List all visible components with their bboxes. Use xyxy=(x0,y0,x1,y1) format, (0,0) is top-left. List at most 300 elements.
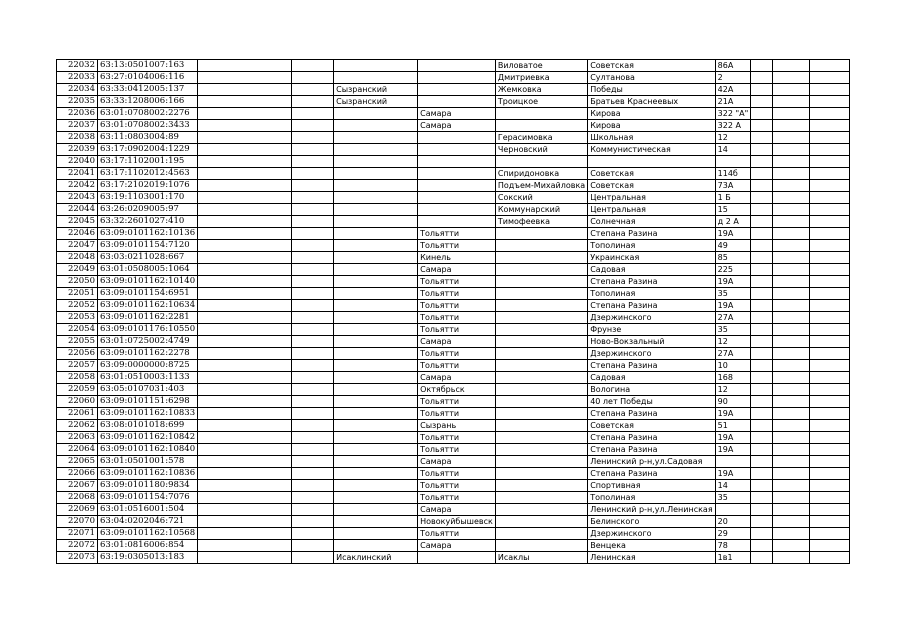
cell-cadastral-number[interactable]: 63:17:1102012:4563 xyxy=(98,168,198,180)
cell-col-j[interactable] xyxy=(751,228,773,240)
cell-street[interactable]: Советская xyxy=(588,168,715,180)
cell-city[interactable]: Тольятти xyxy=(418,480,496,492)
cell-settlement[interactable]: Тимофеевка xyxy=(495,216,587,228)
cell-settlement[interactable]: Виловатое xyxy=(495,60,587,72)
cell-row-number[interactable]: 22053 xyxy=(57,312,98,324)
cell-col-c[interactable] xyxy=(198,120,292,132)
cell-settlement[interactable] xyxy=(495,228,587,240)
cell-col-j[interactable] xyxy=(751,540,773,552)
cell-city[interactable] xyxy=(418,96,496,108)
cell-cadastral-number[interactable]: 63:08:0101018:699 xyxy=(98,420,198,432)
cell-district[interactable] xyxy=(334,540,418,552)
cell-col-k[interactable] xyxy=(773,528,810,540)
cell-city[interactable] xyxy=(418,60,496,72)
cell-house-number[interactable]: 90 xyxy=(715,396,751,408)
cell-row-number[interactable]: 22072 xyxy=(57,540,98,552)
cell-col-l[interactable] xyxy=(810,168,850,180)
cell-col-k[interactable] xyxy=(773,420,810,432)
cell-col-j[interactable] xyxy=(751,336,773,348)
cell-settlement[interactable] xyxy=(495,120,587,132)
cell-col-j[interactable] xyxy=(751,252,773,264)
cell-settlement[interactable]: Сокский xyxy=(495,192,587,204)
cell-city[interactable]: Самара xyxy=(418,264,496,276)
cell-col-d[interactable] xyxy=(292,504,334,516)
cell-row-number[interactable]: 22041 xyxy=(57,168,98,180)
cell-district[interactable] xyxy=(334,324,418,336)
cell-settlement[interactable] xyxy=(495,408,587,420)
cell-settlement[interactable]: Коммунарский xyxy=(495,204,587,216)
cell-settlement[interactable]: Троицкое xyxy=(495,96,587,108)
cell-col-k[interactable] xyxy=(773,72,810,84)
cell-col-j[interactable] xyxy=(751,492,773,504)
cell-house-number[interactable]: 73А xyxy=(715,180,751,192)
cell-col-l[interactable] xyxy=(810,456,850,468)
cell-house-number[interactable]: 21А xyxy=(715,96,751,108)
cell-col-l[interactable] xyxy=(810,312,850,324)
cell-city[interactable]: Тольятти xyxy=(418,492,496,504)
cell-row-number[interactable]: 22063 xyxy=(57,432,98,444)
cell-col-l[interactable] xyxy=(810,396,850,408)
cell-col-l[interactable] xyxy=(810,132,850,144)
cell-district[interactable] xyxy=(334,312,418,324)
cell-col-c[interactable] xyxy=(198,516,292,528)
cell-street[interactable]: Дзержинского xyxy=(588,348,715,360)
cell-cadastral-number[interactable]: 63:11:0803004:89 xyxy=(98,132,198,144)
cell-col-d[interactable] xyxy=(292,96,334,108)
cell-col-d[interactable] xyxy=(292,120,334,132)
cell-col-k[interactable] xyxy=(773,552,810,564)
cell-district[interactable] xyxy=(334,432,418,444)
cell-house-number[interactable]: 322 А xyxy=(715,120,751,132)
cell-col-l[interactable] xyxy=(810,504,850,516)
cell-cadastral-number[interactable]: 63:19:0305013:183 xyxy=(98,552,198,564)
cell-col-k[interactable] xyxy=(773,384,810,396)
cell-col-d[interactable] xyxy=(292,84,334,96)
cell-street[interactable]: Коммунистическая xyxy=(588,144,715,156)
cell-col-d[interactable] xyxy=(292,312,334,324)
cell-col-j[interactable] xyxy=(751,204,773,216)
cell-col-l[interactable] xyxy=(810,144,850,156)
cell-settlement[interactable] xyxy=(495,516,587,528)
cell-col-d[interactable] xyxy=(292,408,334,420)
cell-col-l[interactable] xyxy=(810,204,850,216)
cell-col-k[interactable] xyxy=(773,84,810,96)
cell-row-number[interactable]: 22070 xyxy=(57,516,98,528)
cell-col-d[interactable] xyxy=(292,468,334,480)
cell-col-l[interactable] xyxy=(810,264,850,276)
cell-house-number[interactable] xyxy=(715,156,751,168)
cell-house-number[interactable]: 19А xyxy=(715,444,751,456)
cell-col-j[interactable] xyxy=(751,156,773,168)
cell-district[interactable] xyxy=(334,348,418,360)
cell-district[interactable] xyxy=(334,180,418,192)
cell-col-d[interactable] xyxy=(292,516,334,528)
cell-house-number[interactable]: 19А xyxy=(715,276,751,288)
cell-col-l[interactable] xyxy=(810,420,850,432)
cell-street[interactable]: Фрунзе xyxy=(588,324,715,336)
cell-house-number[interactable]: 12 xyxy=(715,336,751,348)
cell-col-c[interactable] xyxy=(198,84,292,96)
cell-col-l[interactable] xyxy=(810,324,850,336)
cell-row-number[interactable]: 22058 xyxy=(57,372,98,384)
cell-street[interactable]: Спортивная xyxy=(588,480,715,492)
cell-row-number[interactable]: 22073 xyxy=(57,552,98,564)
cell-cadastral-number[interactable]: 63:09:0101176:10550 xyxy=(98,324,198,336)
cell-col-l[interactable] xyxy=(810,60,850,72)
cell-col-k[interactable] xyxy=(773,300,810,312)
cell-col-j[interactable] xyxy=(751,72,773,84)
cell-settlement[interactable] xyxy=(495,396,587,408)
cell-district[interactable] xyxy=(334,72,418,84)
cell-col-l[interactable] xyxy=(810,216,850,228)
cell-district[interactable] xyxy=(334,492,418,504)
cell-street[interactable]: Степана Разина xyxy=(588,408,715,420)
cell-cadastral-number[interactable]: 63:05:0107031:403 xyxy=(98,384,198,396)
cell-col-c[interactable] xyxy=(198,384,292,396)
cell-street[interactable]: Школьная xyxy=(588,132,715,144)
cell-col-l[interactable] xyxy=(810,336,850,348)
cell-col-j[interactable] xyxy=(751,300,773,312)
cell-city[interactable]: Тольятти xyxy=(418,324,496,336)
cell-district[interactable] xyxy=(334,504,418,516)
cell-col-d[interactable] xyxy=(292,180,334,192)
cell-col-k[interactable] xyxy=(773,252,810,264)
cell-cadastral-number[interactable]: 63:09:0101162:10840 xyxy=(98,444,198,456)
cell-col-d[interactable] xyxy=(292,324,334,336)
cell-city[interactable] xyxy=(418,204,496,216)
cell-house-number[interactable]: 19А xyxy=(715,468,751,480)
cell-col-c[interactable] xyxy=(198,552,292,564)
cell-col-l[interactable] xyxy=(810,372,850,384)
cell-city[interactable]: Самара xyxy=(418,456,496,468)
cell-col-d[interactable] xyxy=(292,432,334,444)
cell-col-l[interactable] xyxy=(810,360,850,372)
cell-col-l[interactable] xyxy=(810,192,850,204)
cell-col-l[interactable] xyxy=(810,528,850,540)
cell-street[interactable]: Тополиная xyxy=(588,492,715,504)
cell-city[interactable]: Тольятти xyxy=(418,240,496,252)
cell-street[interactable]: 40 лет Победы xyxy=(588,396,715,408)
cell-settlement[interactable] xyxy=(495,540,587,552)
cell-col-j[interactable] xyxy=(751,408,773,420)
cell-cadastral-number[interactable]: 63:01:0510003:1133 xyxy=(98,372,198,384)
cell-city[interactable]: Самара xyxy=(418,336,496,348)
cell-district[interactable] xyxy=(334,240,418,252)
cell-street[interactable]: Степана Разина xyxy=(588,444,715,456)
cell-house-number[interactable]: 49 xyxy=(715,240,751,252)
cell-street[interactable]: Кирова xyxy=(588,120,715,132)
cell-col-l[interactable] xyxy=(810,516,850,528)
cell-col-d[interactable] xyxy=(292,384,334,396)
cell-col-k[interactable] xyxy=(773,132,810,144)
cell-col-c[interactable] xyxy=(198,360,292,372)
cell-col-k[interactable] xyxy=(773,120,810,132)
cell-house-number[interactable] xyxy=(715,456,751,468)
cell-street[interactable]: Братьев Краснеевых xyxy=(588,96,715,108)
cell-row-number[interactable]: 22052 xyxy=(57,300,98,312)
cell-col-c[interactable] xyxy=(198,456,292,468)
cell-city[interactable]: Самара xyxy=(418,540,496,552)
cell-city[interactable] xyxy=(418,180,496,192)
cell-settlement[interactable] xyxy=(495,480,587,492)
cell-col-k[interactable] xyxy=(773,168,810,180)
cell-col-j[interactable] xyxy=(751,420,773,432)
cell-row-number[interactable]: 22046 xyxy=(57,228,98,240)
cell-col-c[interactable] xyxy=(198,216,292,228)
cell-house-number[interactable]: 19А xyxy=(715,432,751,444)
cell-cadastral-number[interactable]: 63:01:0516001:504 xyxy=(98,504,198,516)
cell-house-number[interactable]: 27А xyxy=(715,348,751,360)
cell-district[interactable] xyxy=(334,372,418,384)
cell-col-d[interactable] xyxy=(292,132,334,144)
cell-district[interactable] xyxy=(334,336,418,348)
cell-city[interactable]: Самара xyxy=(418,120,496,132)
cell-col-k[interactable] xyxy=(773,540,810,552)
cell-row-number[interactable]: 22060 xyxy=(57,396,98,408)
cell-settlement[interactable] xyxy=(495,288,587,300)
cell-street[interactable]: Ново-Вокзальный xyxy=(588,336,715,348)
cell-district[interactable] xyxy=(334,276,418,288)
cell-col-d[interactable] xyxy=(292,156,334,168)
cell-district[interactable] xyxy=(334,120,418,132)
cell-row-number[interactable]: 22040 xyxy=(57,156,98,168)
cell-col-k[interactable] xyxy=(773,96,810,108)
cell-cadastral-number[interactable]: 63:04:0202046:721 xyxy=(98,516,198,528)
cell-cadastral-number[interactable]: 63:09:0101154:6951 xyxy=(98,288,198,300)
cell-street[interactable]: Солнечная xyxy=(588,216,715,228)
cell-district[interactable] xyxy=(334,144,418,156)
cell-col-k[interactable] xyxy=(773,492,810,504)
cell-col-j[interactable] xyxy=(751,456,773,468)
cell-house-number[interactable]: 14 xyxy=(715,480,751,492)
cell-col-j[interactable] xyxy=(751,432,773,444)
cell-col-j[interactable] xyxy=(751,60,773,72)
cell-settlement[interactable] xyxy=(495,492,587,504)
cell-cadastral-number[interactable]: 63:33:1208006:166 xyxy=(98,96,198,108)
cell-col-k[interactable] xyxy=(773,312,810,324)
cell-row-number[interactable]: 22039 xyxy=(57,144,98,156)
cell-col-c[interactable] xyxy=(198,408,292,420)
cell-cadastral-number[interactable]: 63:09:0101162:10836 xyxy=(98,468,198,480)
cell-city[interactable] xyxy=(418,192,496,204)
cell-settlement[interactable] xyxy=(495,300,587,312)
cell-col-l[interactable] xyxy=(810,240,850,252)
cell-col-j[interactable] xyxy=(751,120,773,132)
cell-col-c[interactable] xyxy=(198,504,292,516)
cell-district[interactable] xyxy=(334,420,418,432)
cell-city[interactable] xyxy=(418,216,496,228)
cell-street[interactable]: Ленинская xyxy=(588,552,715,564)
cell-col-c[interactable] xyxy=(198,180,292,192)
cell-col-c[interactable] xyxy=(198,132,292,144)
cell-col-k[interactable] xyxy=(773,456,810,468)
cell-city[interactable]: Тольятти xyxy=(418,396,496,408)
cell-col-j[interactable] xyxy=(751,480,773,492)
cell-street[interactable]: Советская xyxy=(588,420,715,432)
cell-house-number[interactable]: д 2 А xyxy=(715,216,751,228)
cell-col-k[interactable] xyxy=(773,516,810,528)
cell-col-c[interactable] xyxy=(198,336,292,348)
cell-street[interactable]: Степана Разина xyxy=(588,360,715,372)
cell-col-k[interactable] xyxy=(773,372,810,384)
cell-district[interactable] xyxy=(334,528,418,540)
cell-col-j[interactable] xyxy=(751,108,773,120)
cell-cadastral-number[interactable]: 63:09:0000000:8725 xyxy=(98,360,198,372)
cell-cadastral-number[interactable]: 63:09:0101180:9834 xyxy=(98,480,198,492)
cell-street[interactable]: Ленинский р-н,ул.Садовая xyxy=(588,456,715,468)
cell-street[interactable]: Садовая xyxy=(588,264,715,276)
cell-cadastral-number[interactable]: 63:01:0816006:854 xyxy=(98,540,198,552)
cell-col-j[interactable] xyxy=(751,372,773,384)
cell-settlement[interactable] xyxy=(495,264,587,276)
cell-settlement[interactable] xyxy=(495,444,587,456)
cell-col-k[interactable] xyxy=(773,504,810,516)
cell-district[interactable] xyxy=(334,300,418,312)
cell-col-k[interactable] xyxy=(773,108,810,120)
cell-street[interactable]: Дзержинского xyxy=(588,312,715,324)
cell-col-j[interactable] xyxy=(751,288,773,300)
cell-street[interactable]: Центральная xyxy=(588,192,715,204)
cell-cadastral-number[interactable]: 63:19:1103001:170 xyxy=(98,192,198,204)
cell-street[interactable]: Султанова xyxy=(588,72,715,84)
cell-col-d[interactable] xyxy=(292,72,334,84)
cell-col-j[interactable] xyxy=(751,516,773,528)
cell-city[interactable]: Тольятти xyxy=(418,432,496,444)
cell-col-l[interactable] xyxy=(810,492,850,504)
cell-col-k[interactable] xyxy=(773,396,810,408)
cell-col-l[interactable] xyxy=(810,300,850,312)
cell-cadastral-number[interactable]: 63:09:0101162:2278 xyxy=(98,348,198,360)
cell-col-c[interactable] xyxy=(198,420,292,432)
cell-col-k[interactable] xyxy=(773,216,810,228)
cell-cadastral-number[interactable]: 63:09:0101162:10842 xyxy=(98,432,198,444)
cell-col-j[interactable] xyxy=(751,96,773,108)
cell-col-c[interactable] xyxy=(198,60,292,72)
cell-row-number[interactable]: 22034 xyxy=(57,84,98,96)
cell-city[interactable]: Тольятти xyxy=(418,360,496,372)
cell-city[interactable]: Самара xyxy=(418,372,496,384)
cell-city[interactable] xyxy=(418,72,496,84)
cell-col-c[interactable] xyxy=(198,468,292,480)
cell-street[interactable]: Венцека xyxy=(588,540,715,552)
cell-street[interactable]: Кирова xyxy=(588,108,715,120)
cell-cadastral-number[interactable]: 63:09:0101162:10634 xyxy=(98,300,198,312)
cell-col-l[interactable] xyxy=(810,276,850,288)
cell-col-d[interactable] xyxy=(292,264,334,276)
cell-house-number[interactable]: 27А xyxy=(715,312,751,324)
cell-settlement[interactable]: Дмитриевка xyxy=(495,72,587,84)
cell-city[interactable]: Тольятти xyxy=(418,408,496,420)
cell-col-l[interactable] xyxy=(810,444,850,456)
cell-city[interactable]: Самара xyxy=(418,108,496,120)
cell-row-number[interactable]: 22054 xyxy=(57,324,98,336)
cell-house-number[interactable]: 19А xyxy=(715,300,751,312)
cell-city[interactable] xyxy=(418,84,496,96)
cell-col-k[interactable] xyxy=(773,480,810,492)
cell-cadastral-number[interactable]: 63:17:2102019:1076 xyxy=(98,180,198,192)
cell-col-l[interactable] xyxy=(810,552,850,564)
cell-district[interactable]: Исаклинский xyxy=(334,552,418,564)
cell-city[interactable]: Новокуйбышевск xyxy=(418,516,496,528)
cell-col-d[interactable] xyxy=(292,420,334,432)
cell-col-j[interactable] xyxy=(751,144,773,156)
cell-city[interactable]: Тольятти xyxy=(418,312,496,324)
cell-col-d[interactable] xyxy=(292,528,334,540)
cell-city[interactable]: Тольятти xyxy=(418,444,496,456)
cell-house-number[interactable]: 51 xyxy=(715,420,751,432)
cell-col-j[interactable] xyxy=(751,168,773,180)
cell-col-l[interactable] xyxy=(810,408,850,420)
cell-col-c[interactable] xyxy=(198,324,292,336)
cell-col-k[interactable] xyxy=(773,276,810,288)
cell-col-c[interactable] xyxy=(198,168,292,180)
cell-row-number[interactable]: 22044 xyxy=(57,204,98,216)
cell-col-c[interactable] xyxy=(198,264,292,276)
cell-col-j[interactable] xyxy=(751,552,773,564)
cell-col-j[interactable] xyxy=(751,384,773,396)
cell-col-l[interactable] xyxy=(810,72,850,84)
cell-street[interactable]: Украинская xyxy=(588,252,715,264)
cell-city[interactable] xyxy=(418,132,496,144)
cell-row-number[interactable]: 22045 xyxy=(57,216,98,228)
cell-settlement[interactable] xyxy=(495,276,587,288)
cell-col-l[interactable] xyxy=(810,480,850,492)
cell-col-l[interactable] xyxy=(810,288,850,300)
cell-col-k[interactable] xyxy=(773,324,810,336)
cell-row-number[interactable]: 22062 xyxy=(57,420,98,432)
cell-row-number[interactable]: 22051 xyxy=(57,288,98,300)
cell-row-number[interactable]: 22050 xyxy=(57,276,98,288)
cell-city[interactable] xyxy=(418,144,496,156)
cell-row-number[interactable]: 22035 xyxy=(57,96,98,108)
cell-settlement[interactable]: Герасимовка xyxy=(495,132,587,144)
cell-house-number[interactable]: 29 xyxy=(715,528,751,540)
cell-col-c[interactable] xyxy=(198,312,292,324)
cell-street[interactable]: Дзержинского xyxy=(588,528,715,540)
cell-col-d[interactable] xyxy=(292,228,334,240)
cell-street[interactable] xyxy=(588,156,715,168)
cell-col-k[interactable] xyxy=(773,240,810,252)
cell-col-c[interactable] xyxy=(198,204,292,216)
cell-street[interactable]: Ленинский р-н,ул.Ленинская xyxy=(588,504,715,516)
cell-settlement[interactable]: Исаклы xyxy=(495,552,587,564)
cell-col-c[interactable] xyxy=(198,96,292,108)
cell-house-number[interactable]: 10 xyxy=(715,360,751,372)
cell-row-number[interactable]: 22069 xyxy=(57,504,98,516)
cell-col-j[interactable] xyxy=(751,504,773,516)
cell-house-number[interactable]: 225 xyxy=(715,264,751,276)
cell-settlement[interactable] xyxy=(495,372,587,384)
cell-district[interactable] xyxy=(334,384,418,396)
cell-street[interactable]: Степана Разина xyxy=(588,468,715,480)
cell-col-d[interactable] xyxy=(292,348,334,360)
cell-house-number[interactable]: 35 xyxy=(715,492,751,504)
cell-house-number[interactable]: 35 xyxy=(715,288,751,300)
cell-city[interactable]: Октябрьск xyxy=(418,384,496,396)
cell-col-d[interactable] xyxy=(292,492,334,504)
cell-settlement[interactable]: Черновский xyxy=(495,144,587,156)
cell-col-j[interactable] xyxy=(751,276,773,288)
cell-col-d[interactable] xyxy=(292,60,334,72)
cell-col-d[interactable] xyxy=(292,456,334,468)
cell-cadastral-number[interactable]: 63:03:0211028:667 xyxy=(98,252,198,264)
cell-col-c[interactable] xyxy=(198,528,292,540)
cell-city[interactable]: Тольятти xyxy=(418,288,496,300)
cell-district[interactable] xyxy=(334,156,418,168)
cell-row-number[interactable]: 22067 xyxy=(57,480,98,492)
cell-street[interactable]: Тополиная xyxy=(588,240,715,252)
cell-city[interactable]: Тольятти xyxy=(418,468,496,480)
